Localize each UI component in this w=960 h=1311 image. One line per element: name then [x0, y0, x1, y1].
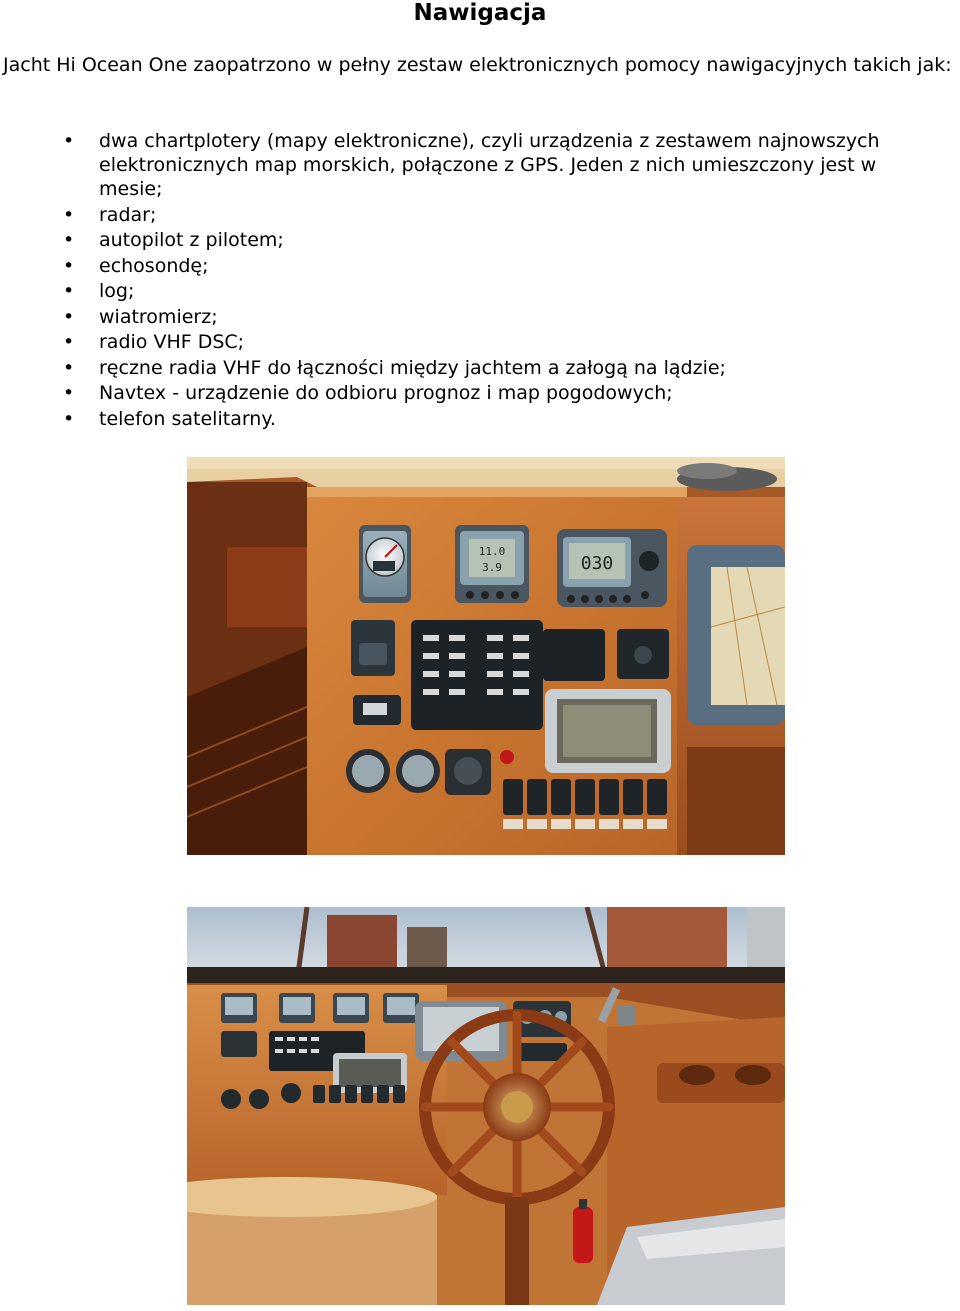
list-item-text: radio VHF DSC;	[99, 331, 245, 353]
list-item-text: telefon satelitarny.	[99, 407, 276, 430]
list-item-text: radar;	[99, 203, 157, 226]
list-item	[0, 203, 960, 227]
bullet-icon: •	[63, 356, 75, 379]
helm-station-photo	[187, 907, 785, 1305]
bullet-icon: •	[63, 280, 75, 302]
list-item	[0, 129, 960, 201]
list-item	[0, 228, 960, 252]
list-item-text: ręczne radia VHF do łączności między jachtem a załogą na lądzie;	[99, 356, 726, 379]
bullet-icon: •	[63, 203, 75, 226]
equipment-list	[0, 129, 960, 432]
instrument-panel-photo	[187, 457, 785, 855]
bullet-icon: •	[63, 305, 75, 328]
log-display-value: 11.0	[478, 545, 506, 558]
list-item-text: autopilot z pilotem;	[99, 229, 284, 251]
bullet-icon: •	[63, 130, 75, 152]
list-item-text: Navtex - urządzenie do odbioru prognoz i map pogodowych;	[99, 382, 673, 404]
page-title: Nawigacja	[413, 0, 547, 26]
list-item-text: wiatromierz;	[99, 305, 218, 328]
bullet-icon: •	[63, 407, 75, 430]
list-item-text: log;	[99, 280, 135, 302]
bullet-icon: •	[63, 382, 75, 404]
log-display-value-2: 3.9	[482, 561, 502, 574]
list-item	[0, 356, 960, 380]
bullet-icon: •	[63, 229, 75, 251]
list-item	[0, 407, 960, 431]
autopilot-display-value: 030	[580, 553, 614, 574]
intro-paragraph: Jacht Hi Ocean One zaopatrzono w pełny zestaw elektronicznych pomocy nawigacyjnych takich jak:	[3, 54, 952, 76]
list-item-text: dwa chartplotery (mapy elektroniczne), czyli urządzenia z zestawem najnowszych elektronicznych map morskich, połączone z GPS. Jeden z nich umieszczony jest w mesie;	[99, 130, 880, 200]
list-item	[0, 305, 960, 329]
list-item-text: echosondę;	[99, 254, 209, 277]
bullet-icon: •	[63, 331, 75, 353]
list-item	[0, 381, 960, 405]
list-item	[0, 254, 960, 278]
bullet-icon: •	[63, 254, 75, 277]
list-item	[0, 279, 960, 303]
list-item	[0, 330, 960, 354]
